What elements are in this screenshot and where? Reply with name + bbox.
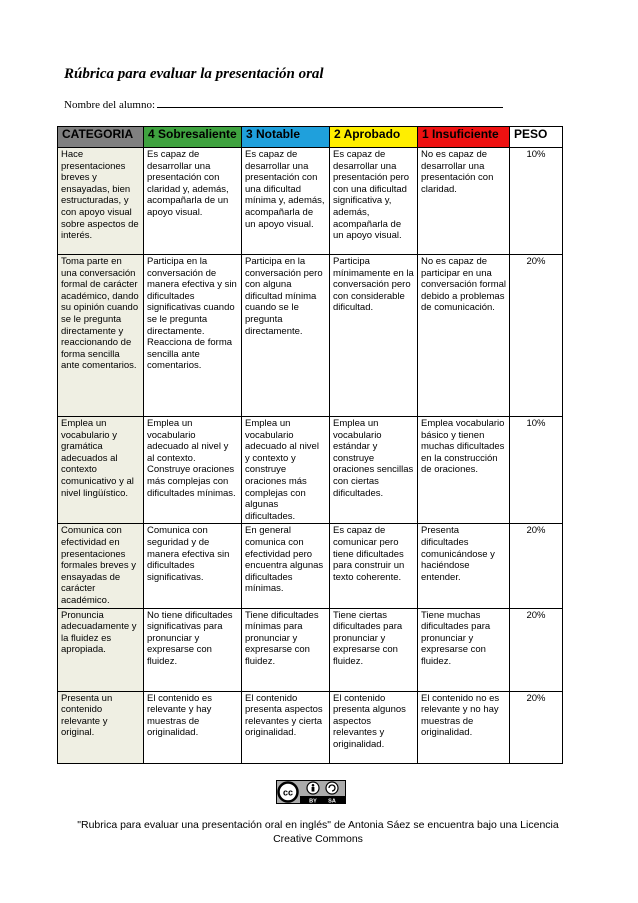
header-peso: PESO (510, 127, 563, 148)
sa-label: SA (328, 798, 336, 804)
cell-categoria: Emplea un vocabulario y gramática adecuados al contexto comunicativo y al nivel lingüístico. (58, 417, 144, 524)
cell-aprobado: Tiene ciertas dificultades para pronunciar y expresarse con fluidez. (330, 608, 418, 691)
cell-notable: Emplea un vocabulario adecuado al nivel y contexto y construye oraciones más complejas con algunas dificultades. (242, 417, 330, 524)
cell-categoria: Hace presentaciones breves y ensayadas, bien estructuradas, y con apoyo visual sobre aspectos de interés. (58, 148, 144, 255)
cell-insuficiente: Presenta dificultades comunicándose y haciéndose entender. (418, 524, 510, 608)
cell-aprobado: Emplea un vocabulario estándar y construye oraciones sencillas con ciertas dificultades. (330, 417, 418, 524)
cell-sobresaliente: Emplea un vocabulario adecuado al nivel y al contexto. Construye oraciones más complejas con dificultades mínimas. (144, 417, 242, 524)
header-categoria: CATEGORIA (58, 127, 144, 148)
rubric-row (58, 255, 563, 417)
cell-peso: 20% (510, 255, 563, 417)
rubric-row (58, 691, 563, 763)
sa-share-icon (326, 782, 338, 794)
creative-commons-by-sa-icon (276, 780, 346, 804)
rubric-row (58, 148, 563, 255)
cell-categoria: Toma parte en una conversación formal de carácter académico, dando su opinión cuando se le pregunta directamente y reaccionando de forma sencilla ante comentarios. (58, 255, 144, 417)
cell-insuficiente: Tiene muchas dificultades para pronunciar y expresarse con fluidez. (418, 608, 510, 691)
rubric-table (57, 126, 563, 764)
header-aprobado: 2 Aprobado (330, 127, 418, 148)
cell-insuficiente: No es capaz de participar en una conversación formal debido a problemas de comunicación. (418, 255, 510, 417)
student-name-label: Nombre del alumno: (64, 99, 156, 111)
cell-sobresaliente: Comunica con seguridad y de manera efectiva sin dificultades significativas. (144, 524, 242, 608)
cell-insuficiente: No es capaz de desarrollar una presentación con claridad. (418, 148, 510, 255)
rubric-row (58, 417, 563, 524)
cell-insuficiente: El contenido no es relevante y no hay muestras de originalidad. (418, 691, 510, 763)
by-person-head (312, 784, 315, 787)
cell-peso: 20% (510, 524, 563, 608)
cc-letters: cc (282, 787, 294, 798)
cell-sobresaliente: Es capaz de desarrollar una presentación con claridad y, además, acompañarla de un apoyo visual. (144, 148, 242, 255)
cell-aprobado: Es capaz de desarrollar una presentación pero con una dificultad significativa y, además, acompañarla de un apoyo visual. (330, 148, 418, 255)
header-notable: 3 Notable (242, 127, 330, 148)
student-name-blank (157, 97, 503, 108)
rubric-header-row (58, 127, 563, 148)
cell-categoria: Presenta un contenido relevante y original. (58, 691, 144, 763)
rubric-row (58, 524, 563, 608)
by-label: BY (309, 798, 317, 804)
cell-categoria: Pronuncia adecuadamente y la fluidez es apropiada. (58, 608, 144, 691)
cell-notable: El contenido presenta aspectos relevantes y cierta originalidad. (242, 691, 330, 763)
cell-notable: Participa en la conversación pero con alguna dificultad mínima cuando se le pregunta directamente. (242, 255, 330, 417)
cell-peso: 10% (510, 417, 563, 524)
cell-categoria: Comunica con efectividad en presentaciones formales breves y ensayadas de carácter académico. (58, 524, 144, 608)
cell-aprobado: Es capaz de comunicar pero tiene dificultades para construir un texto coherente. (330, 524, 418, 608)
cell-insuficiente: Emplea vocabulario básico y tienen muchas dificultades en la construcción de oraciones. (418, 417, 510, 524)
badge-label-strip (300, 796, 346, 804)
header-sobresaliente: 4 Sobresaliente (144, 127, 242, 148)
cell-notable: Tiene dificultades mínimas para pronunciar y expresarse con fluidez. (242, 608, 330, 691)
cell-peso: 20% (510, 608, 563, 691)
rubric-row (58, 608, 563, 691)
page-title: Rúbrica para evaluar la presentación oral (64, 66, 324, 82)
cell-notable: En general comunica con efectividad pero encuentra algunas dificultades mínimas. (242, 524, 330, 608)
header-insuficiente: 1 Insuficiente (418, 127, 510, 148)
cell-notable: Es capaz de desarrollar una presentación con una dificultad mínima y, además, acompañarla de un apoyo visual. (242, 148, 330, 255)
license-credit: "Rubrica para evaluar una presentación oral en inglés" de Antonia Sáez se encuentra bajo una Licencia Creative Commons (77, 819, 559, 845)
cell-aprobado: Participa mínimamente en la conversación pero con considerable dificultad. (330, 255, 418, 417)
cell-sobresaliente: Participa en la conversación de manera efectiva y sin dificultades significativas cuando se le pregunta directamente. Reacciona de forma sencilla ante comentarios. (144, 255, 242, 417)
cell-peso: 10% (510, 148, 563, 255)
student-name-line (64, 97, 503, 111)
cell-sobresaliente: El contenido es relevante y hay muestras de originalidad. (144, 691, 242, 763)
cell-peso: 20% (510, 691, 563, 763)
cell-aprobado: El contenido presenta algunos aspectos relevantes y originalidad. (330, 691, 418, 763)
cell-sobresaliente: No tiene dificultades significativas para pronunciar y expresarse con fluidez. (144, 608, 242, 691)
by-person-body (312, 787, 315, 792)
